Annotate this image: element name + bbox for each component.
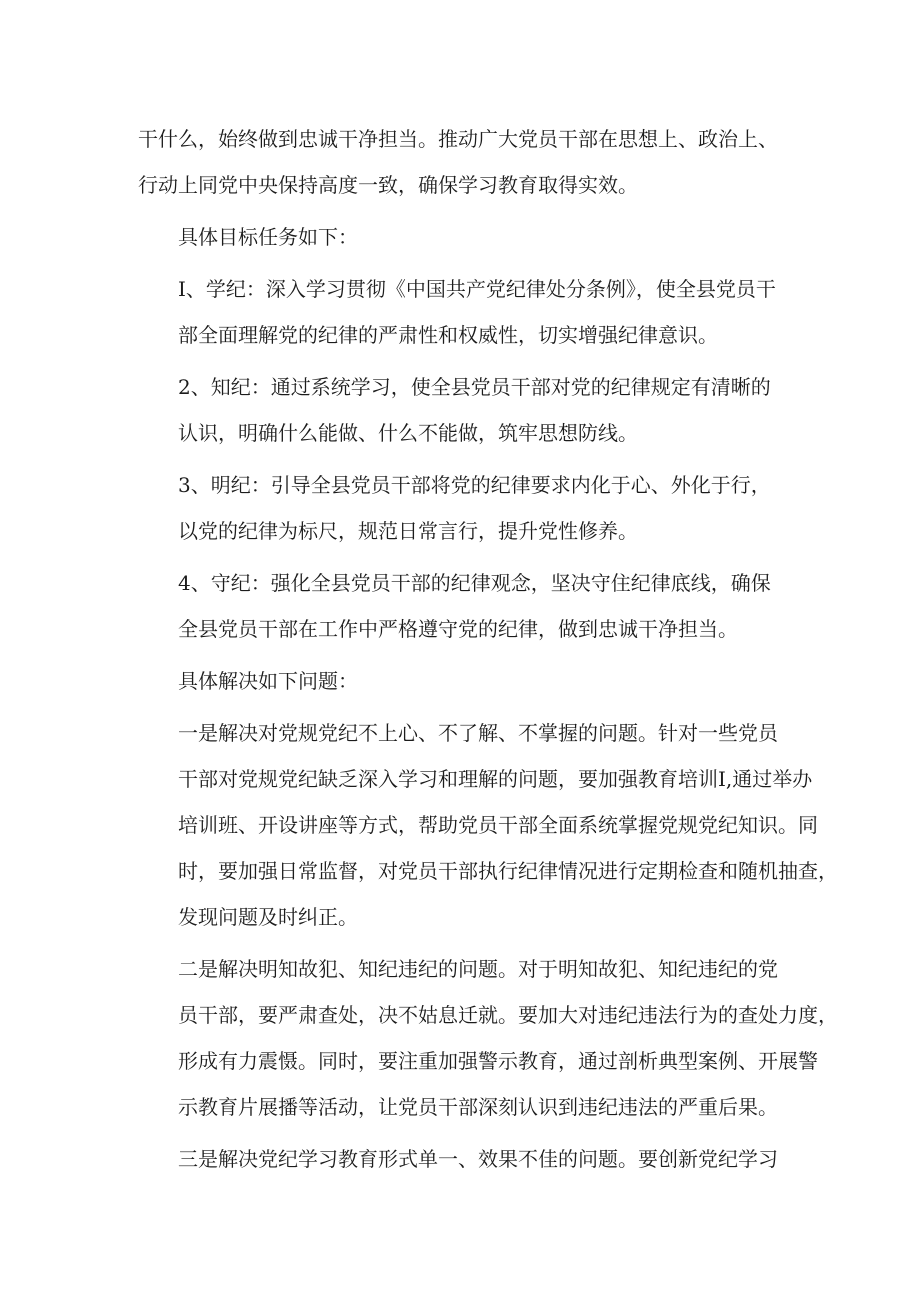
- text-line: 干什么，始终做到忠诚干净担当。推动广大党员干部在思想上、政治上、: [138, 127, 778, 151]
- text-line: 4、守纪：强化全县党员干部的纪律观念，坚决守住纪律底线，确保: [178, 571, 771, 595]
- paragraph-continuation: [138, 116, 798, 208]
- text-line: 行动上同党中央保持高度一致，确保学习教育取得实效。: [138, 173, 638, 197]
- text-line: 培训班、开设讲座等方式，帮助党员干部全面系统掌握党规党纪知识。同: [178, 813, 818, 837]
- text-line: 认识，明确什么能做、什么不能做，筑牢思想防线。: [178, 421, 638, 445]
- text-line: 以党的纪律为标尺，规范日常言行，提升党性修养。: [178, 519, 638, 543]
- paragraph-item-2: [138, 364, 798, 456]
- text-line: 三是解决党纪学习教育形式单一、效果不佳的问题。要创新党纪学习: [178, 1147, 778, 1171]
- paragraph-item-1: [138, 266, 798, 358]
- text-line: 3、明纪：引导全县党员干部将党的纪律要求内化于心、外化于行，: [178, 473, 771, 497]
- paragraph-item-4: [138, 560, 798, 652]
- text-line: 具体目标任务如下：: [178, 225, 358, 249]
- paragraph-item-3: [138, 462, 798, 554]
- text-line: 全县党员干部在工作中严格遵守党的纪律，做到忠诚干净担当。: [178, 617, 738, 641]
- text-line: 发现问题及时纠正。: [178, 905, 358, 929]
- text-line: 干部对党规党纪缺乏深入学习和理解的问题，要加强教育培训I,通过举办: [178, 767, 813, 791]
- text-line: 一是解决对党规党纪不上心、不了解、不掌握的问题。针对一些党员: [178, 721, 778, 745]
- paragraph-problem-3: [138, 1136, 798, 1182]
- paragraph-problem-1: [138, 710, 838, 940]
- paragraph-problem-2: [138, 946, 838, 1130]
- text-line: 员干部，要严肃查处，决不姑息迁就。要加大对违纪违法行为的查处力度，: [178, 1003, 838, 1027]
- text-line: 形成有力震慑。同时，要注重加强警示教育，通过剖析典型案例、开展警: [178, 1049, 818, 1073]
- paragraph-targets-heading: [138, 214, 798, 260]
- text-line: I、学纪：深入学习贯彻《中国共产党纪律处分条例》，使全县党员干: [178, 277, 776, 301]
- text-line: 二是解决明知故犯、知纪违纪的问题。对于明知故犯、知纪违纪的党: [178, 957, 778, 981]
- text-line: 2、知纪：通过系统学习，使全县党员干部对党的纪律规定有清晰的: [178, 375, 771, 399]
- text-line: 时，要加强日常监督，对党员干部执行纪律情况进行定期检查和随机抽查，: [178, 859, 838, 883]
- paragraph-problems-heading: [138, 658, 798, 704]
- document-body: [138, 116, 838, 1188]
- text-line: 部全面理解党的纪律的严肃性和权威性，切实增强纪律意识。: [178, 323, 718, 347]
- text-line: 示教育片展播等活动，让党员干部深刻认识到违纪违法的严重后果。: [178, 1095, 778, 1119]
- text-line: 具体解决如下问题：: [178, 669, 358, 693]
